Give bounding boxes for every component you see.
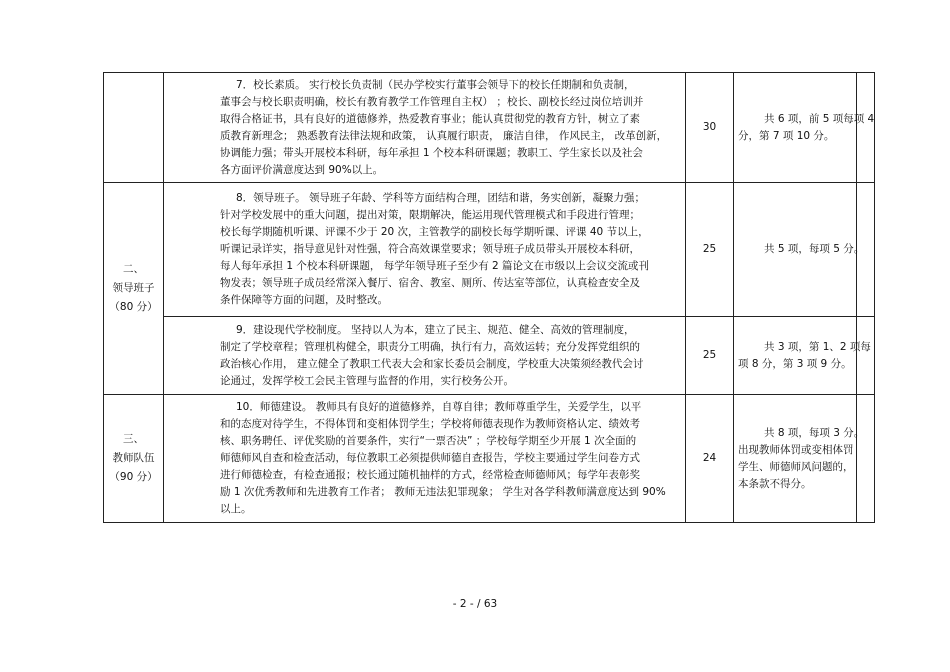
content-line: 核、职务聘任、评优奖励的首要条件，实行“一票否决” ；学校每学期至少开展 1 次全面的	[220, 435, 637, 447]
category-cell	[104, 395, 164, 523]
content-line: 校长每学期随机听课、评课不少于 20 次，主管教学的副校长每学期听课、评课 40 节以上，	[220, 226, 649, 238]
rule-line: 出现教师体罚或变相体罚	[738, 443, 854, 456]
content-line: 针对学校发展中的重大问题，提出对策，限期解决，能运用现代管理模式和手段进行管理；	[220, 209, 640, 221]
content-line: 物发表；领导班子成员经常深入餐厅、宿舍、教室、厕所、传达室等部位，认真检查安全及	[220, 277, 640, 289]
category-title: 领导班子	[112, 282, 155, 294]
category-cell-empty	[104, 73, 164, 183]
rule-cell	[734, 317, 871, 395]
evaluation-table	[103, 72, 875, 523]
table-row	[104, 73, 875, 183]
content-cell	[164, 183, 686, 317]
rule-line: 共 5 项，每项 5 分。	[764, 243, 865, 255]
category-points: （90 分）	[109, 471, 158, 483]
content-line: 9．建设现代学校制度。 坚持以人为本，建立了民主、规范、健全、高效的管理制度，	[236, 323, 635, 336]
table-row	[104, 183, 875, 317]
category-number: 三、	[123, 433, 144, 445]
content-line: 取得合格证书，具有良好的道德修养，热爱教育事业；能认真贯彻党的教育方针，树立了素	[220, 112, 640, 125]
rule-cell	[734, 183, 865, 317]
rule-line: 项 8 分，第 3 项 9 分。	[738, 357, 852, 370]
content-line: 各方面评价满意度达到 90%以上。	[220, 163, 384, 176]
page-number: - 2 - / 63	[452, 598, 498, 610]
content-line: 董事会与校长职责明确，校长有教育教学工作管理自主权） ；校长、副校长经过岗位培训并	[220, 95, 644, 108]
score-cell: 30	[686, 73, 734, 183]
content-line: 8．领导班子。 领导班子年龄、学科等方面结构合理，团结和谐，务实创新，凝聚力强；	[236, 192, 646, 204]
blank-cell	[857, 395, 875, 523]
rule-line: 分，第 7 项 10 分。	[738, 129, 835, 142]
content-line: 每人每年承担 1 个校本科研课题， 每学年领导班子至少有 2 篇论文在市级以上会议交流或刊	[220, 260, 650, 272]
score-cell: 25	[686, 317, 734, 395]
content-line: 励 1 次优秀教师和先进教育工作者； 教师无违法犯罪现象； 学生对各学科教师满意度达到 90%	[220, 486, 666, 498]
category-title: 教师队伍	[112, 452, 155, 464]
content-line: 以上。	[220, 503, 252, 515]
content-line: 制定了学校章程；管理机构健全，职责分工明确，执行有力，高效运转；充分发挥党组织的	[220, 340, 640, 353]
content-line: 和的态度对待学生，不得体罚和变相体罚学生；学校将师德表现作为教师资格认定、绩效考	[220, 418, 640, 430]
content-line: 师德师风自查和检查活动，每位教职工必须提供师德自查报告，学校主要通过学生问卷方式	[220, 452, 640, 464]
table-row	[104, 317, 875, 395]
content-line: 质教育新理念； 熟悉教育法律法规和政策， 认真履行职责， 廉洁自律， 作风民主， 改革创新，	[220, 129, 668, 142]
rule-line: 共 6 项，前 5 项每项 4	[764, 112, 875, 125]
rule-cell	[734, 73, 875, 183]
content-line: 听课记录详实，指导意见针对性强，符合高效课堂要求；领导班子成员带头开展校本科研，	[220, 243, 640, 255]
rule-line: 本条款不得分。	[738, 477, 812, 490]
content-line: 7．校长素质。 实行校长负责制（民办学校实行董事会领导下的校长任期制和负责制，	[236, 78, 635, 91]
content-cell	[164, 317, 686, 395]
rule-line: 共 3 项，第 1、2 项每	[764, 340, 871, 353]
content-line: 进行师德检查，有检查通报；校长通过随机抽样的方式，经常检查师德师风；每学年表彰奖	[220, 469, 640, 481]
content-line: 政治核心作用， 建立健全了教职工代表大会和家长委员会制度，学校重大决策须经教代会讨	[220, 357, 644, 370]
rule-line: 学生、师德师风问题的，	[738, 460, 854, 473]
blank-cell	[857, 317, 875, 395]
blank-cell	[857, 73, 875, 183]
content-line: 条件保障等方面的问题，及时整改。	[220, 294, 388, 306]
rule-line: 共 8 项，每项 3 分。	[764, 426, 865, 439]
rule-cell	[734, 395, 865, 523]
content-line: 10．师德建设。 教师具有良好的道德修养，自尊自律；教师尊重学生，关爱学生，以平	[236, 401, 642, 413]
category-number: 二、	[123, 263, 144, 275]
category-cell	[104, 183, 164, 395]
table-row	[104, 395, 875, 523]
category-points: （80 分）	[109, 301, 158, 313]
score-cell: 24	[686, 395, 734, 523]
content-cell	[164, 395, 686, 523]
score-cell: 25	[686, 183, 734, 317]
content-line: 协调能力强；带头开展校本科研，每年承担 1 个校本科研课题；教职工、学生家长以及社会	[220, 146, 643, 159]
content-cell	[164, 73, 686, 183]
content-line: 论通过，发挥学校工会民主管理与监督的作用，实行校务公开。	[220, 374, 514, 387]
